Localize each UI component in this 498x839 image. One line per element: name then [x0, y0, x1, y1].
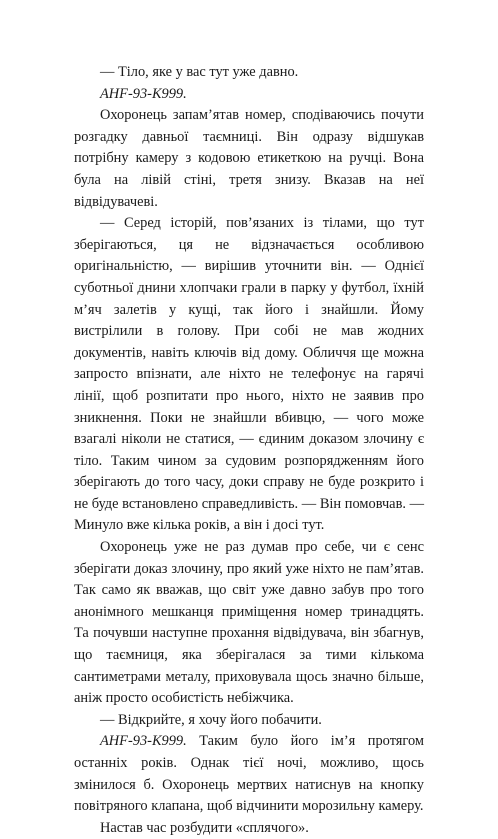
paragraph-4: — Серед історій, пов’язаних із тілами, що тут зберігаються, ця не відзначається особливою оригінальністю, — вирішив уточнити він. — Однієї суботньої днини хлопчаки грали в парку у футбол, їхній м’яч залетів у кущі, так його і знайшли. Йому вистрілили в голову. При собі не мав жодних документів, навіть ключів від дому. Обличчя ще можна запросто впізнати, але ніхто не телефонує на гарячі лінії, щоб розпитати про нього, ніхто не заявив про зникнення. Поки не знайшли вбивцю, — чого може взагалі ніколи не статися, — єдиним доказом злочину є тіло. Таким чином за судовим розпорядженням його зберігають до того часу, доки справу не буде розкрито і не буде встановлено справедливість. — Він помовчав. — Минуло вже кілька років, а він і досі тут. — [74, 215, 424, 534]
book-page — [74, 62, 424, 839]
paragraph-6: — Відкрийте, я хочу його побачити. — [100, 711, 322, 728]
paragraph-8: Настав час розбудити «сплячого». — [100, 819, 309, 836]
paragraph-3: Охоронець запам’ятав номер, сподіваючись почути розгадку давньої таємниці. Він одразу відшукав потрібну камеру з кодовою етикеткою на ручці. Вона була на лівій стіні, третя знизу. Вказав на неї відвідувачеві. — [74, 107, 424, 210]
code-label: AHF-93-K999. — [100, 733, 187, 750]
paragraph-1: — Тіло, яке у вас тут уже давно. — [100, 64, 299, 80]
paragraph-7-text: Таким було його ім’я протягом останніх років. Однак тієї ночі, можливо, щось змінилося б. Охоронець мертвих натиснув на кнопку повітряного клапана, щоб відчинити морозильну камеру. — [74, 733, 424, 815]
paragraph-7 — [74, 731, 424, 817]
paragraph-5: Охоронець уже не раз думав про себе, чи є сенс зберігати доказ злочину, про який уже ніхто не пам’ятав. Так само як вважав, що світ уже давно забув про того анонімного мешканця приміщення номер тринадцять. Та почувши наступне прохання відвідувача, він збагнув, що таємниця, яка зберігалася за тими кількома сантиметрами металу, приховувала щось значно більше, аніж просто особистість небіжчика. — [74, 539, 424, 707]
paragraph-2-code: AHF-93-K999. — [100, 85, 187, 102]
